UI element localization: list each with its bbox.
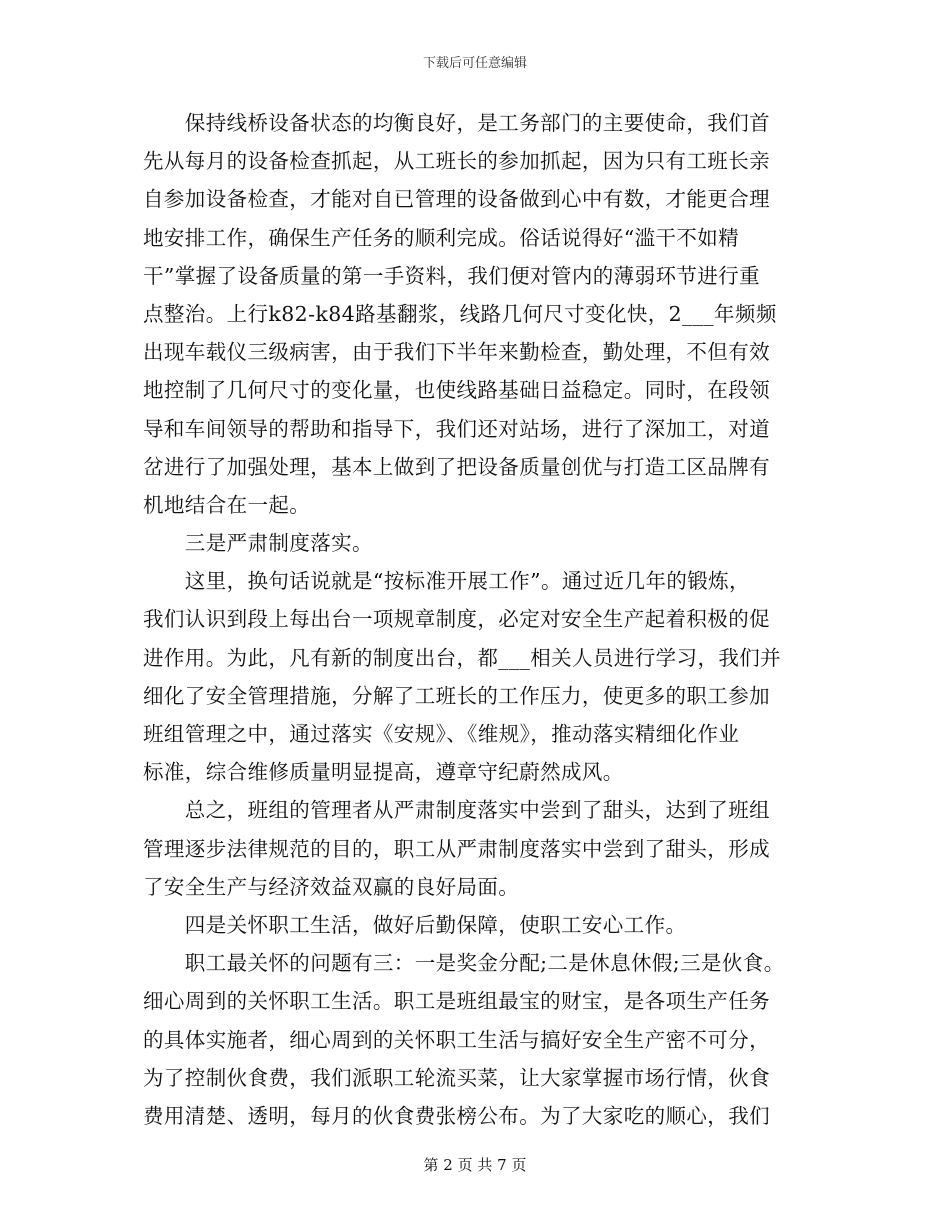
text-line: 导和车间领导的帮助和指导下，我们还对站场，进行了深加工，对道 [143,416,770,441]
text-line: 职工最关怀的问题有三：一是奖金分配;二是休息休假;三是伙食。 [143,951,785,976]
text-line: 管理逐步法律规范的目的，职工从严肃制度落实中尝到了甜头，形成 [143,836,770,861]
document-body [143,104,805,1135]
text-line: 自参加设备检查，才能对自已管理的设备做到心中有数，才能更合理 [143,187,770,212]
text-line: 班组管理之中，通过落实《安规》、《维规》，推动落实精细化作业 [143,722,740,746]
text-line: 点整治。上行k82-k84路基翻浆，线路几何尺寸变化快，2___年频频 [143,301,777,326]
text-line: 这里，换句话说就是“按标准开展工作”。通过近几年的锻炼， [143,569,750,594]
text-line: 进作用。为此，凡有新的制度出台，都___相关人员进行学习，我们并 [143,645,782,670]
text-line: 为了控制伙食费，我们派职工轮流买菜，让大家掌握市场行情，伙食 [143,1065,770,1090]
text-line: 地控制了几何尺寸的变化量，也使线路基础日益稳定。同时，在段领 [143,378,770,403]
page-header: 下载后可任意编辑 [422,56,527,71]
text-line: 先从每月的设备检查抓起，从工班长的参加抓起，因为只有工班长亲 [143,149,770,174]
text-line: 细心周到的关怀职工生活。职工是班组最宝的财宝，是各项生产任务 [143,989,770,1014]
text-line: 了安全生产与经济效益双赢的良好局面。 [143,874,520,899]
text-line: 总之，班组的管理者从严肃制度落实中尝到了甜头，达到了班组 [143,798,770,823]
text-line: 地安排工作，确保生产任务的顺利完成。俗话说得好“滥干不如精 [143,225,740,250]
text-line: 保持线桥设备状态的均衡良好，是工务部门的主要使命，我们首 [143,111,770,135]
text-line: 费用清楚、透明，每月的伙食费张榜公布。为了大家吃的顺心，我们 [143,1103,770,1128]
text-line: 机地结合在一起。 [143,492,311,517]
section-heading: 四是关怀职工生活，做好后勤保障，使职工安心工作。 [143,912,687,937]
page-number: 第 2 页 共 7 页 [423,1156,527,1174]
text-line: 我们认识到段上每出台一项规章制度，必定对安全生产起着积极的促 [143,607,770,632]
text-line: 岔进行了加强处理，基本上做到了把设备质量创优与打造工区品牌有 [143,454,770,479]
text-line: 干”掌握了设备质量的第一手资料，我们便对管内的薄弱环节进行重 [143,263,760,288]
section-heading: 三是严肃制度落实。 [143,531,373,556]
text-line: 的具体实施者，细心周到的关怀职工生活与搞好安全生产密不可分， [143,1027,770,1052]
text-line: 标准，综合维修质量明显提高，遵章守纪蔚然成风。 [143,760,624,785]
text-line: 出现车载仪三级病害，由于我们下半年来勤检查，勤处理，不但有效 [143,340,770,365]
text-line: 细化了安全管理措施，分解了工班长的工作压力，使更多的职工参加 [143,683,770,708]
